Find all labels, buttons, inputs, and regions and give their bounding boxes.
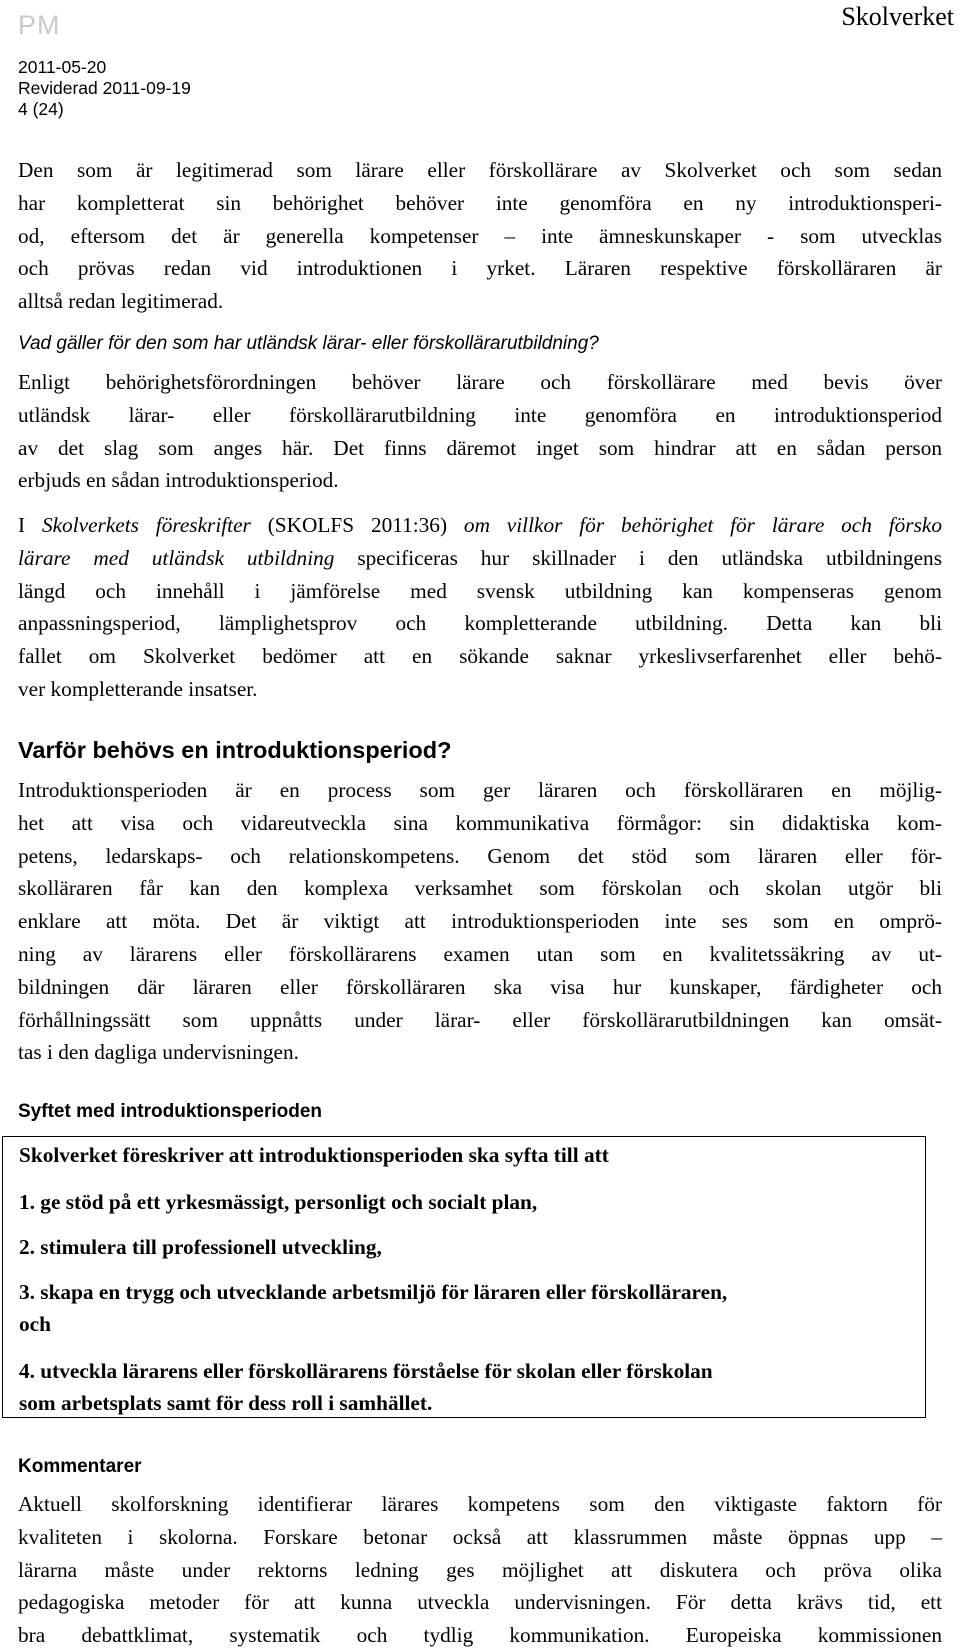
text-line: bra debattklimat, systematik och tydlig kommunikation. Europeiska kommissionen <box>18 1623 942 1648</box>
text-line: kvaliteten i skolorna. Forskare betonar också att klassrummen måste öppnas upp – <box>18 1524 942 1549</box>
text-run: (SKOLFS 2011:36) <box>250 513 464 537</box>
purpose-item-2: 2. stimulera till professionell utveckling, <box>19 1235 382 1259</box>
text-line <box>18 509 942 542</box>
text-line: enklare att möta. Det är viktigt att introduktionsperioden inte ses som en omprö- <box>18 909 942 934</box>
regulation-title: om villkor för behörighet för lärare och försko <box>463 513 942 537</box>
section-heading-why: Varför behövs en introduktionsperiod? <box>18 737 452 763</box>
paragraph-legitimated <box>18 154 942 318</box>
question-heading: Vad gäller för den som har utländsk lärar- eller förskollärarutbildning? <box>18 333 599 354</box>
text-line: ver kompletterande insatser. <box>18 676 258 701</box>
text-line: utländsk lärar- eller förskollärarutbildning inte genomföra en introduktionsperiod <box>18 402 942 427</box>
text-line: skolläraren får kan den komplexa verksamhet som förskolan och skolan utgör bli <box>18 876 942 901</box>
doc-type-label: PM <box>18 10 61 40</box>
purpose-item-1: 1. ge stöd på ett yrkesmässigt, personligt och socialt plan, <box>19 1190 538 1214</box>
text-line: längd och innehåll i jämförelse med svensk utbildning kan kompenseras genom <box>18 578 942 603</box>
text-line: bildningen där läraren eller förskolläraren ska visa hur kunskaper, färdigheter och <box>18 974 942 999</box>
paragraph-why <box>18 774 942 1069</box>
text-line: anpassningsperiod, lämplighetsprov och kompletterande utbildning. Detta kan bli <box>18 611 942 636</box>
revised-label: Reviderad 2011-09-19 <box>18 78 191 98</box>
text-line: pedagogiska metoder för att kunna utveckla undervisningen. För detta krävs tid, ett <box>18 1590 942 1615</box>
org-name: Skolverket <box>841 2 954 31</box>
header-meta <box>18 10 191 120</box>
paragraph-foreign-education <box>18 366 942 497</box>
purpose-item-3-cont: och <box>19 1312 51 1336</box>
text-line: förhållningssätt som uppnåtts under lärar- eller förskollärarutbildningen kan omsät- <box>18 1007 942 1032</box>
date-label: 2011-05-20 <box>18 57 107 77</box>
purpose-item-4-cont: som arbetsplats samt för dess roll i samhället. <box>19 1391 433 1415</box>
text-line: Aktuell skolforskning identifierar lärares kompetens som den viktigaste faktorn för <box>18 1492 942 1516</box>
text-line: Enligt behörighetsförordningen behöver lärare och förskollärare med bevis över <box>18 370 942 394</box>
text-line: av det slag som anges här. Det finns däremot inget som hindrar att en sådan person <box>18 435 942 460</box>
paragraph-comments <box>18 1488 942 1652</box>
text-line: lärarna måste under rektorns ledning ges möjlighet att diskutera och pröva olika <box>18 1557 942 1582</box>
regulation-title-cont: lärare med utländsk utbildning <box>18 545 335 570</box>
box-intro: Skolverket föreskriver att introduktionsperioden ska syfta till att <box>19 1143 609 1167</box>
text-line: erbjuds en sådan introduktionsperiod. <box>18 468 339 493</box>
purpose-item-4: 4. utveckla lärarens eller förskollärarens förståelse för skolan eller förskolan <box>19 1359 713 1383</box>
text-run: specificeras hur skillnader i den utländska utbildningens <box>334 545 942 570</box>
regulation-reference: Skolverkets föreskrifter <box>41 513 251 537</box>
text-line: alltså redan legitimerad. <box>18 289 224 314</box>
purpose-box <box>2 1136 926 1418</box>
text-line: Den som är legitimerad som lärare eller förskollärare av Skolverket och som sedan <box>18 158 942 182</box>
text-line: Introduktionsperioden är en process som ger läraren och förskolläraren en möjlig- <box>18 778 942 802</box>
text-line: har kompletterat sin behörighet behöver inte genomföra en ny introduktionsperi- <box>18 190 942 215</box>
page-number: 4 (24) <box>18 99 64 119</box>
paragraph-regulations <box>18 509 942 706</box>
text-line: het att visa och vidareutveckla sina kommunikativa förmågor: sin didaktiska kom- <box>18 810 942 835</box>
text-line: petens, ledarskaps- och relationskompetens. Genom det stöd som läraren eller för- <box>18 843 942 868</box>
text-line: tas i den dagliga undervisningen. <box>18 1040 299 1065</box>
purpose-item-3: 3. skapa en trygg och utvecklande arbetsmiljö för läraren eller förskolläraren, <box>19 1280 728 1304</box>
text-line: och prövas redan vid introduktionen i yrket. Läraren respektive förskolläraren är <box>18 256 942 281</box>
text-line <box>18 542 942 575</box>
text-run: I <box>18 513 42 537</box>
text-line: od, eftersom det är generella kompetenser – inte ämneskunskaper - som utvecklas <box>18 223 942 248</box>
text-line: fallet om Skolverket bedömer att en sökande saknar yrkeslivserfarenhet eller behö- <box>18 644 942 669</box>
section-heading-purpose: Syftet med introduktionsperioden <box>18 1101 323 1122</box>
section-heading-comments: Kommentarer <box>18 1456 142 1477</box>
text-line: ning av lärarens eller förskollärarens examen utan som en kvalitetssäkring av ut- <box>18 941 942 966</box>
